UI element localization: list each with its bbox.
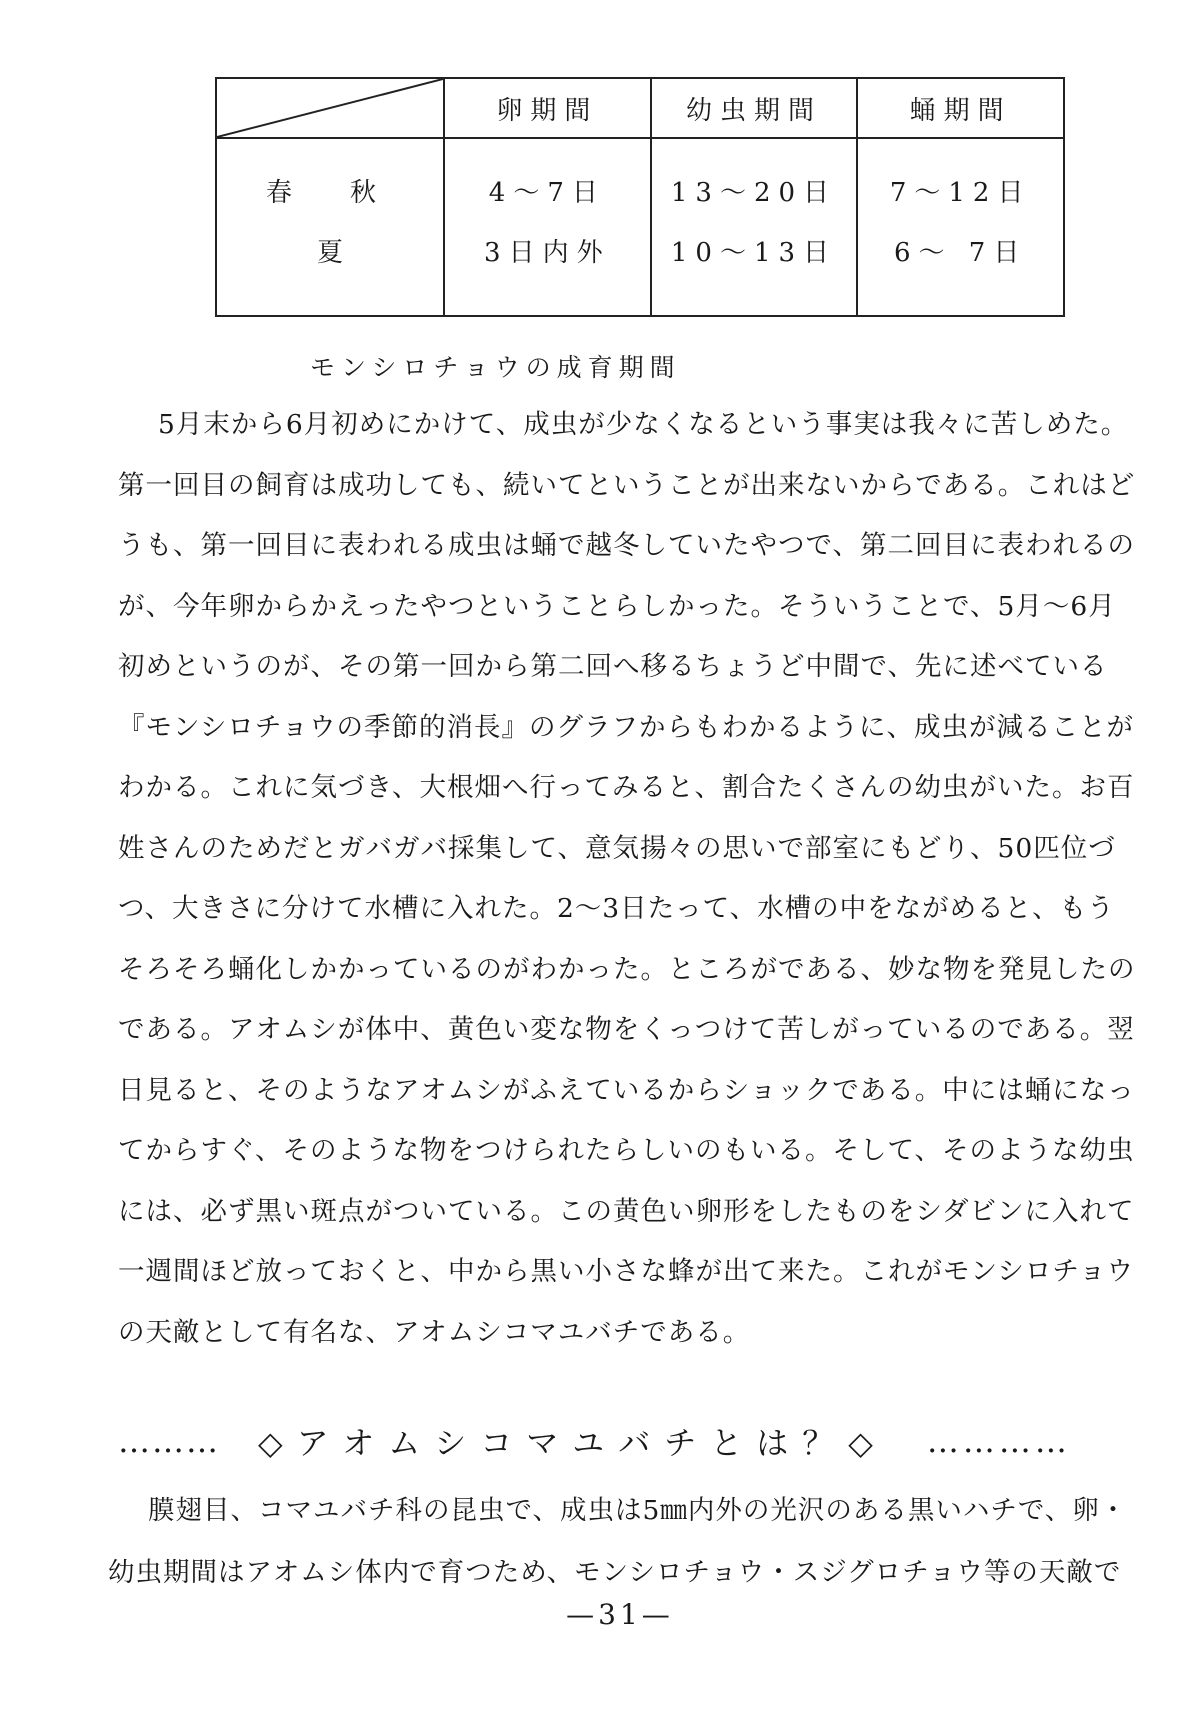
season-summer: 夏 bbox=[316, 238, 343, 268]
table-header-row bbox=[216, 78, 1064, 138]
table-corner-cell bbox=[216, 78, 444, 138]
larva-spring-autumn: 13〜20日 bbox=[670, 178, 838, 208]
paragraph-line: が、今年卵からかえったやつということらしかった。そういうことで、5月〜6月 bbox=[118, 590, 1116, 622]
paragraph-line: 姓さんのためだとガバガバ採集して、意気揚々の思いで部室にもどり、50匹位づ bbox=[118, 832, 1116, 864]
paragraph-line: うも、第一回目に表われる成虫は蛹で越冬していたやつで、第二回目に表われるの bbox=[118, 530, 1135, 561]
paragraph-line: 『モンシロチョウの季節的消長』のグラフからもわかるように、成虫が減ることが bbox=[118, 711, 1135, 743]
paragraph-line: つ、大きさに分けて水槽に入れた。2〜3日たって、水槽の中をながめると、もう bbox=[118, 893, 1115, 924]
larva-summer: 10〜13日 bbox=[670, 238, 838, 268]
page-number: —31— bbox=[566, 1598, 674, 1631]
main-paragraph bbox=[118, 395, 1138, 1363]
header-pupa-period: 蛹期間 bbox=[857, 78, 1064, 138]
egg-summer: 3日内外 bbox=[484, 238, 611, 268]
paragraph-line: 日見ると、そのようなアオムシがふえているからショックである。中には蛹になっ bbox=[118, 1074, 1135, 1106]
heading-dots-right: ………… bbox=[926, 1422, 1071, 1460]
pupa-spring-autumn: 7〜12日 bbox=[889, 178, 1032, 208]
header-larva-period: 幼虫期間 bbox=[651, 78, 858, 138]
paragraph-line: そろそろ蛹化しかかっているのがわかった。ところがである、妙な物を発見したの bbox=[118, 953, 1136, 985]
season-column bbox=[216, 138, 444, 316]
season-spring-autumn: 春秋 bbox=[265, 178, 434, 208]
table-caption: モンシロチョウの成育期間 bbox=[310, 353, 681, 382]
paragraph-line: わかる。これに気づき、大根畑へ行ってみると、割合たくさんの幼虫がいた。お百 bbox=[118, 772, 1135, 803]
section-title: ◇アオムシコマユバチとは？◇ bbox=[258, 1424, 887, 1462]
egg-spring-autumn: 4〜7日 bbox=[488, 178, 606, 208]
paragraph-line: 一週間ほど放っておくと、中から黒い小さな蜂が出て来た。これがモンシロチョウ bbox=[118, 1256, 1135, 1287]
paragraph-line: の天敵として有名な、アオムシコマユバチである。 bbox=[118, 1316, 751, 1348]
larva-column bbox=[651, 138, 858, 316]
pupa-column bbox=[857, 138, 1064, 316]
paragraph-line: 幼虫期間はアオムシ体内で育つため、モンシロチョウ・スジグロチョウ等の天敵で bbox=[108, 1557, 1122, 1588]
paragraph-line: 初めというのが、その第一回から第二回へ移るちょうど中間で、先に述べている bbox=[118, 651, 1108, 682]
paragraph-line: には、必ず黒い斑点がついている。この黄色い卵形をしたものをシダビンに入れて bbox=[118, 1195, 1135, 1227]
header-egg-period: 卵期間 bbox=[444, 78, 651, 138]
diagonal-line bbox=[217, 79, 443, 137]
table-row bbox=[216, 138, 1064, 316]
paragraph-line: 膜翅目、コマユバチ科の昆虫で、成虫は5㎜内外の光沢のある黒いハチで、卵・ bbox=[148, 1495, 1128, 1526]
egg-column bbox=[444, 138, 651, 316]
paragraph-line: てからすぐ、そのような物をつけられたらしいのもいる。そして、そのような幼虫 bbox=[118, 1135, 1135, 1166]
paragraph-line: である。アオムシが体中、黄色い変な物をくっつけて苦しがっているのである。翌 bbox=[118, 1014, 1135, 1045]
section-heading bbox=[118, 1418, 1138, 1464]
development-period-table bbox=[215, 77, 1065, 317]
paragraph-line: 第一回目の飼育は成功しても、続いてということが出来ないからである。これはど bbox=[118, 469, 1136, 501]
paragraph-line: 5月末から6月初めにかけて、成虫が少なくなるという事実は我々に苦しめた。 bbox=[158, 409, 1129, 440]
section-paragraph bbox=[108, 1480, 1148, 1604]
heading-dots-left: ……… bbox=[118, 1422, 220, 1460]
pupa-summer: 6〜 7日 bbox=[893, 238, 1028, 268]
